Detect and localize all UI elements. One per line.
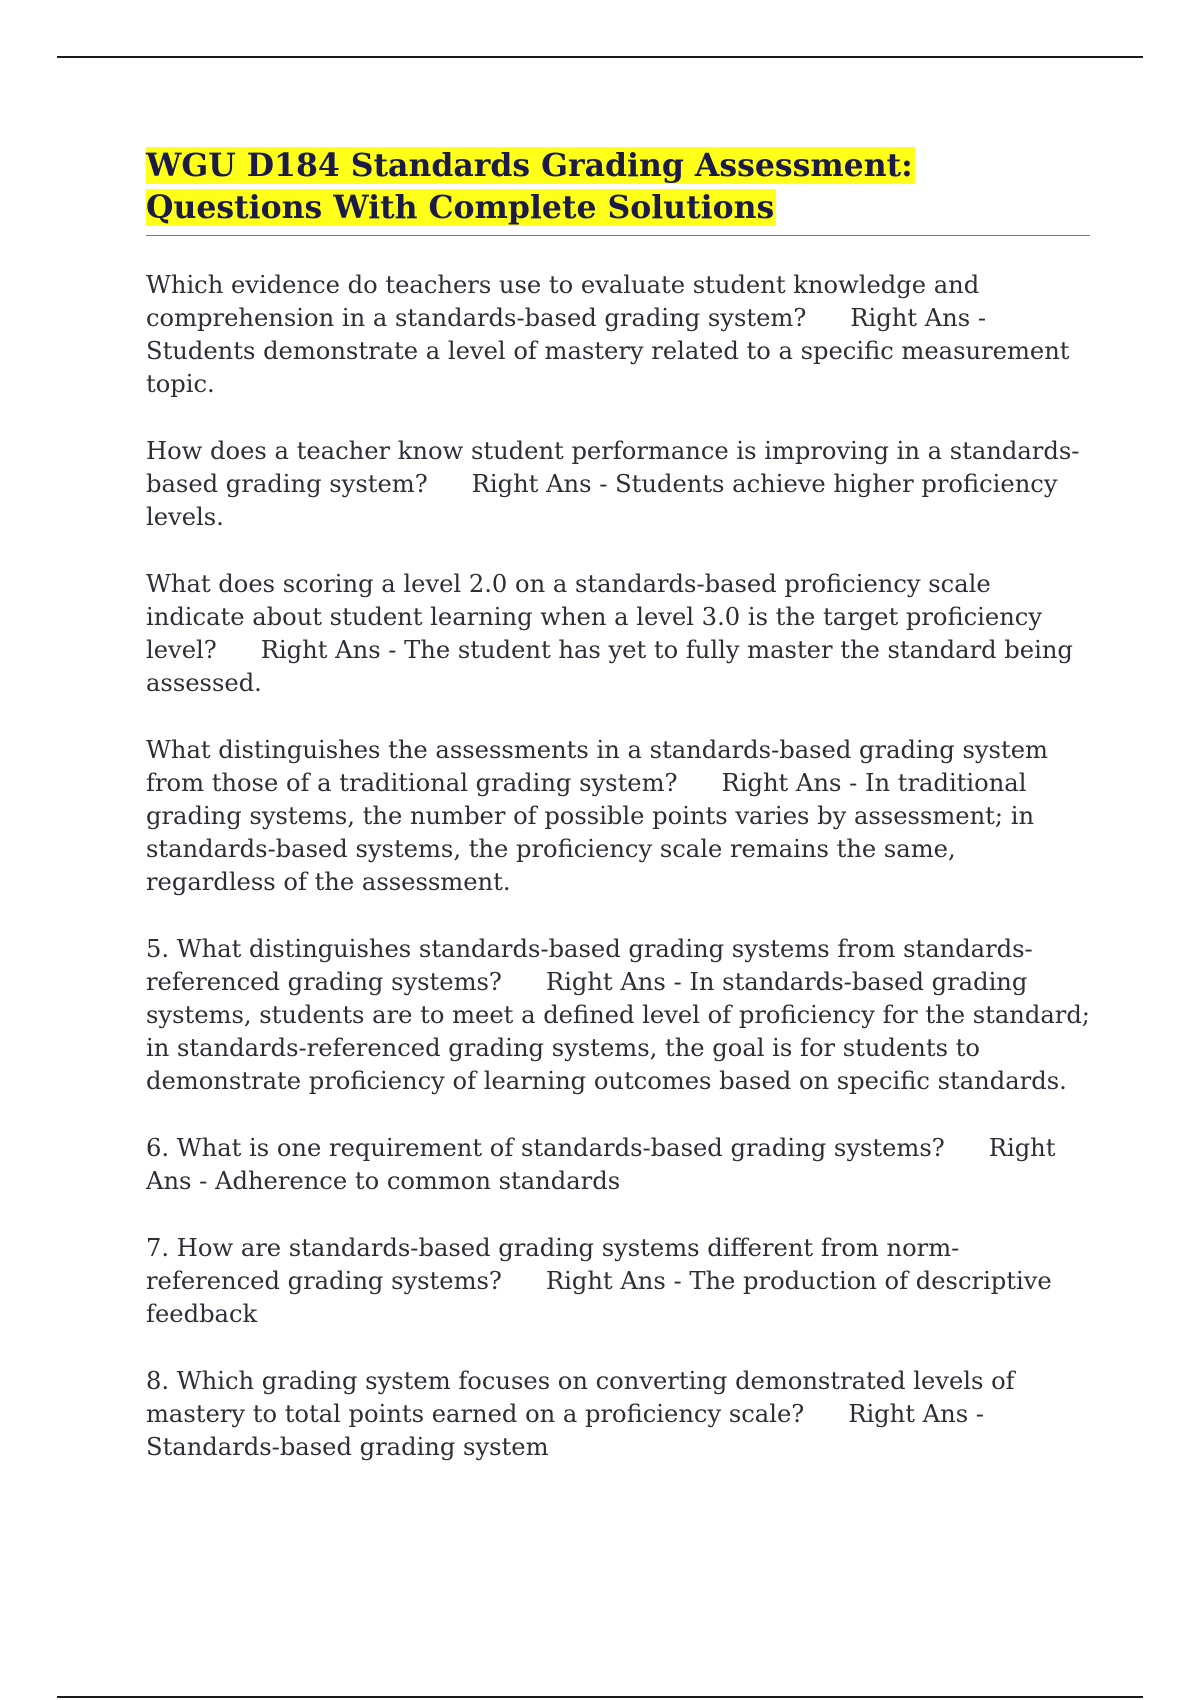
title-underline	[146, 235, 1090, 236]
answer-8: Right Ans - Standards-based grading system	[146, 1400, 984, 1461]
answer-7: Right Ans - The production of descriptive feedback	[146, 1267, 1052, 1328]
question-8: 8. Which grading system focuses on converting demonstrated levels of mastery to total points earned on a proficiency scale?	[146, 1367, 1015, 1428]
qa-list	[146, 269, 1090, 1464]
document-body	[146, 145, 1090, 1498]
question-7: 7. How are standards-based grading systems different from norm-referenced grading systems?	[146, 1234, 960, 1295]
question-6: 6. What is one requirement of standards-based grading systems?	[146, 1134, 945, 1162]
qa-item-4	[146, 734, 1090, 899]
qa-item-1	[146, 269, 1090, 401]
qa-item-2	[146, 435, 1090, 534]
qa-item-3	[146, 568, 1090, 700]
header-rule	[57, 56, 1143, 58]
document-title-text: WGU D184 Standards Grading Assessment: Questions With Complete Solutions	[146, 147, 913, 226]
answer-1: Right Ans - Students demonstrate a level of mastery related to a specific measurement topic.	[146, 304, 1070, 398]
answer-3: Right Ans - The student has yet to fully master the standard being assessed.	[146, 636, 1073, 697]
question-2: How does a teacher know student performance is improving in a standards-based grading system?	[146, 437, 1080, 498]
qa-item-7	[146, 1232, 1090, 1331]
qa-item-6	[146, 1132, 1090, 1198]
question-4: What distinguishes the assessments in a standards-based grading system from those of a traditional grading system?	[146, 736, 1048, 797]
question-5: 5. What distinguishes standards-based grading systems from standards-referenced grading systems?	[146, 935, 1033, 996]
answer-2: Right Ans - Students achieve higher proficiency levels.	[146, 470, 1058, 531]
answer-4: Right Ans - In traditional grading systems, the number of possible points varies by assessment; in standards-based systems, the proficiency scale remains the same, regardless of the assessment.	[146, 769, 1035, 896]
question-3: What does scoring a level 2.0 on a standards-based proficiency scale indicate about student learning when a level 3.0 is the target proficiency level?	[146, 570, 1043, 664]
answer-6: Right Ans - Adherence to common standards	[146, 1134, 1056, 1195]
answer-5: Right Ans - In standards-based grading systems, students are to meet a defined level of proficiency for the standard; in standards-referenced grading systems, the goal is for students to demonstrate proficiency of learning outcomes based on specific standards.	[146, 968, 1090, 1095]
qa-item-5	[146, 933, 1090, 1098]
document-title	[146, 145, 1090, 229]
qa-item-8	[146, 1365, 1090, 1464]
footer-rule	[57, 1696, 1143, 1698]
question-1: Which evidence do teachers use to evaluate student knowledge and comprehension in a standards-based grading system?	[146, 271, 980, 332]
